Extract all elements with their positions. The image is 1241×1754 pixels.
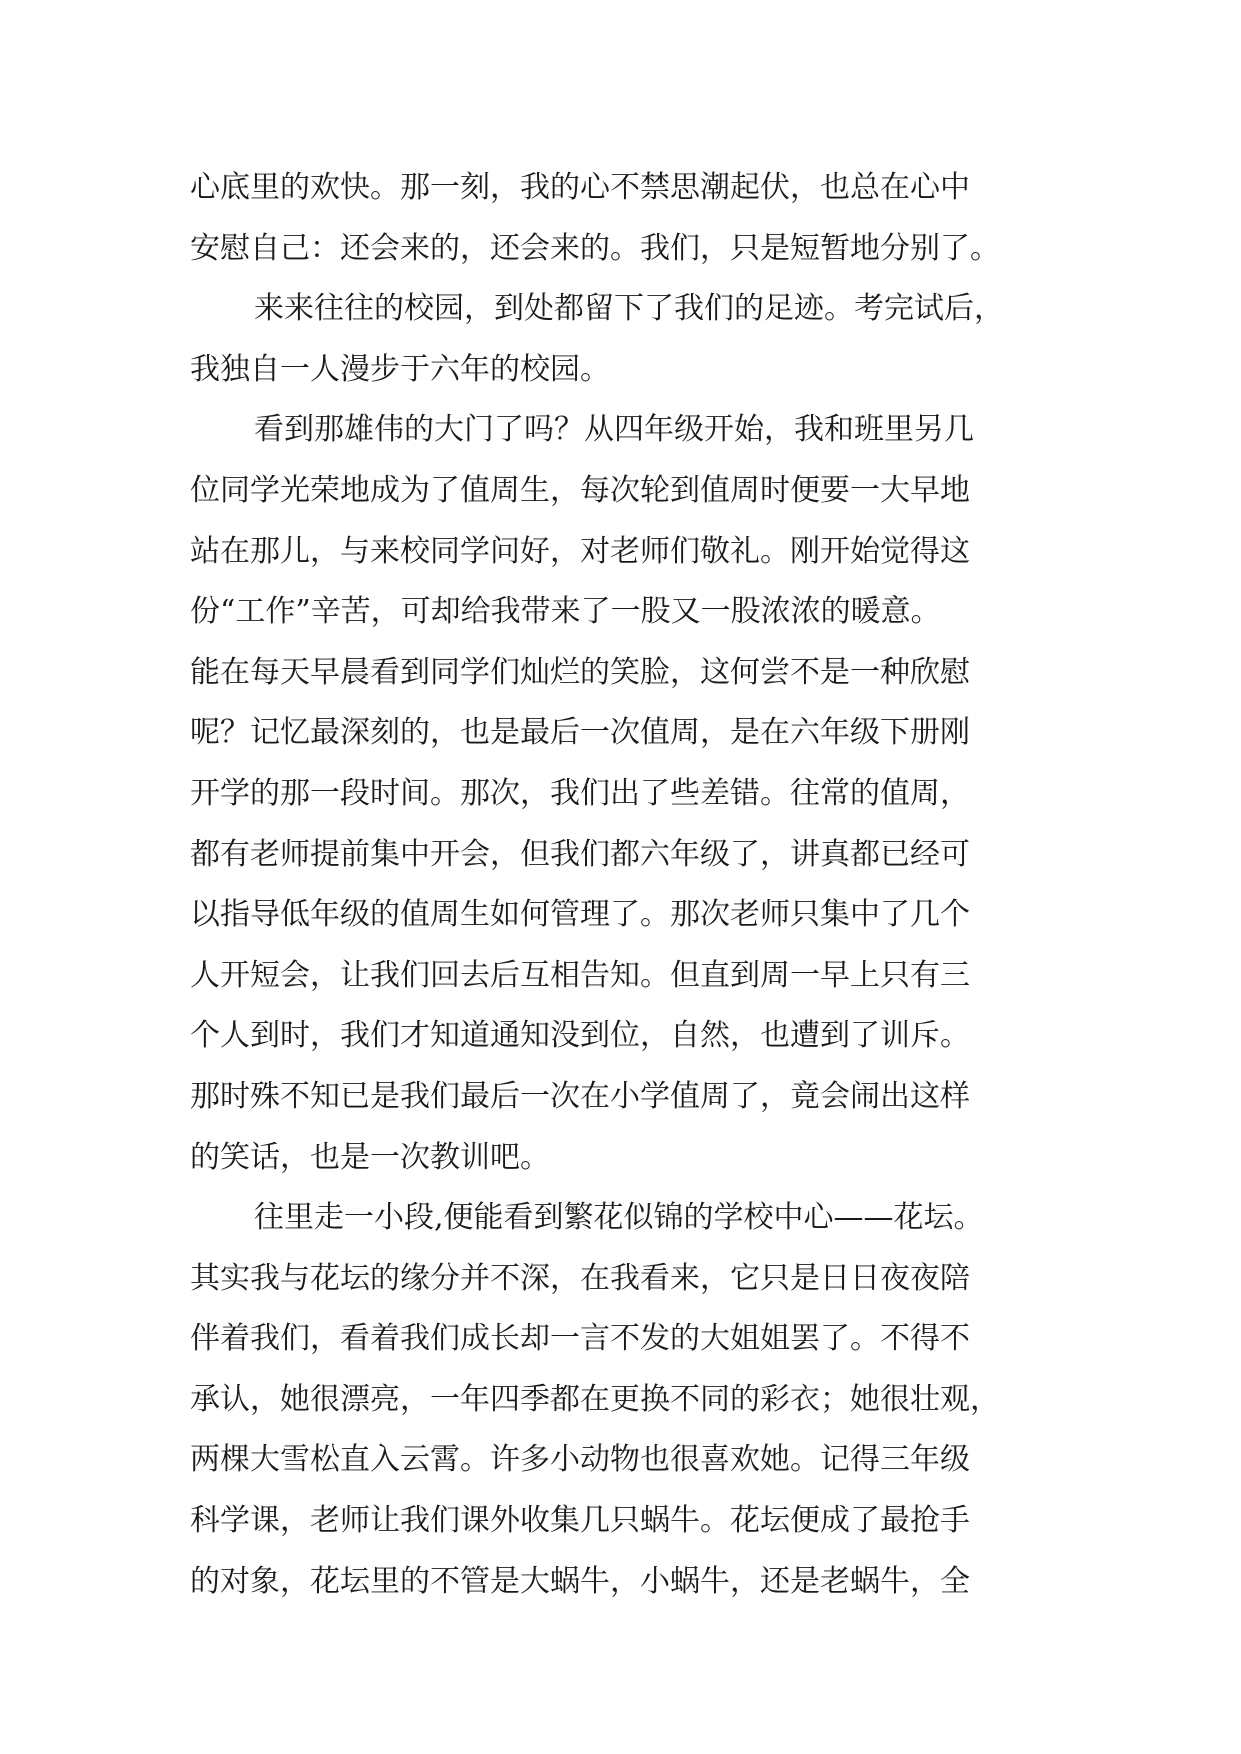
text-line: 两棵大雪松直入云霄。许多小动物也很喜欢她。记得三年级 [190,1442,970,1478]
text-line: 科学课，老师让我们课外收集几只蜗牛。花坛便成了最抢手 [190,1503,970,1539]
text-line: 安慰自己：还会来的，还会来的。我们，只是短暂地分别了。 [190,230,1000,266]
text-line: 承认，她很漂亮，一年四季都在更换不同的彩衣；她很壮观， [190,1381,1000,1417]
text-line: 的笑话，也是一次教训吧。 [190,1139,550,1175]
text-line: 站在那儿，与来校同学问好，对老师们敬礼。刚开始觉得这 [190,533,970,569]
text-line: 能在每天早晨看到同学们灿烂的笑脸，这何尝不是一种欣慰 [190,654,970,690]
text-line: 那时殊不知已是我们最后一次在小学值周了，竟会闹出这样 [190,1078,970,1114]
text-line: 位同学光荣地成为了值周生，每次轮到值周时便要一大早地 [190,472,970,508]
text-line: 个人到时，我们才知道通知没到位，自然，也遭到了训斥。 [190,1018,970,1054]
text-line: 以指导低年级的值周生如何管理了。那次老师只集中了几个 [190,897,970,933]
text-line: 份“工作”辛苦，可却给我带来了一股又一股浓浓的暖意。 [190,594,941,630]
paragraph-first-line: 看到那雄伟的大门了吗？从四年级开始，我和班里另几 [254,412,974,448]
paragraph-first-line: 往里走一小段,便能看到繁花似锦的学校中心——花坛。 [254,1200,984,1236]
text-line: 的对象，花坛里的不管是大蜗牛，小蜗牛，还是老蜗牛，全 [190,1563,970,1599]
text-line: 开学的那一段时间。那次，我们出了些差错。往常的值周， [190,775,970,811]
text-line: 都有老师提前集中开会，但我们都六年级了，讲真都已经可 [190,836,970,872]
text-line: 人开短会，让我们回去后互相告知。但直到周一早上只有三 [190,957,970,993]
text-line: 呢？记忆最深刻的，也是最后一次值周，是在六年级下册刚 [190,715,970,751]
text-line: 其实我与花坛的缘分并不深，在我看来，它只是日日夜夜陪 [190,1260,970,1296]
text-line: 我独自一人漫步于六年的校园。 [190,351,610,387]
body-text [190,158,1090,1612]
text-line: 伴着我们，看着我们成长却一言不发的大姐姐罢了。不得不 [190,1321,970,1357]
paragraph-first-line: 来来往往的校园，到处都留下了我们的足迹。考完试后， [254,291,1004,327]
text-line: 心底里的欢快。那一刻，我的心不禁思潮起伏，也总在心中 [190,170,970,205]
